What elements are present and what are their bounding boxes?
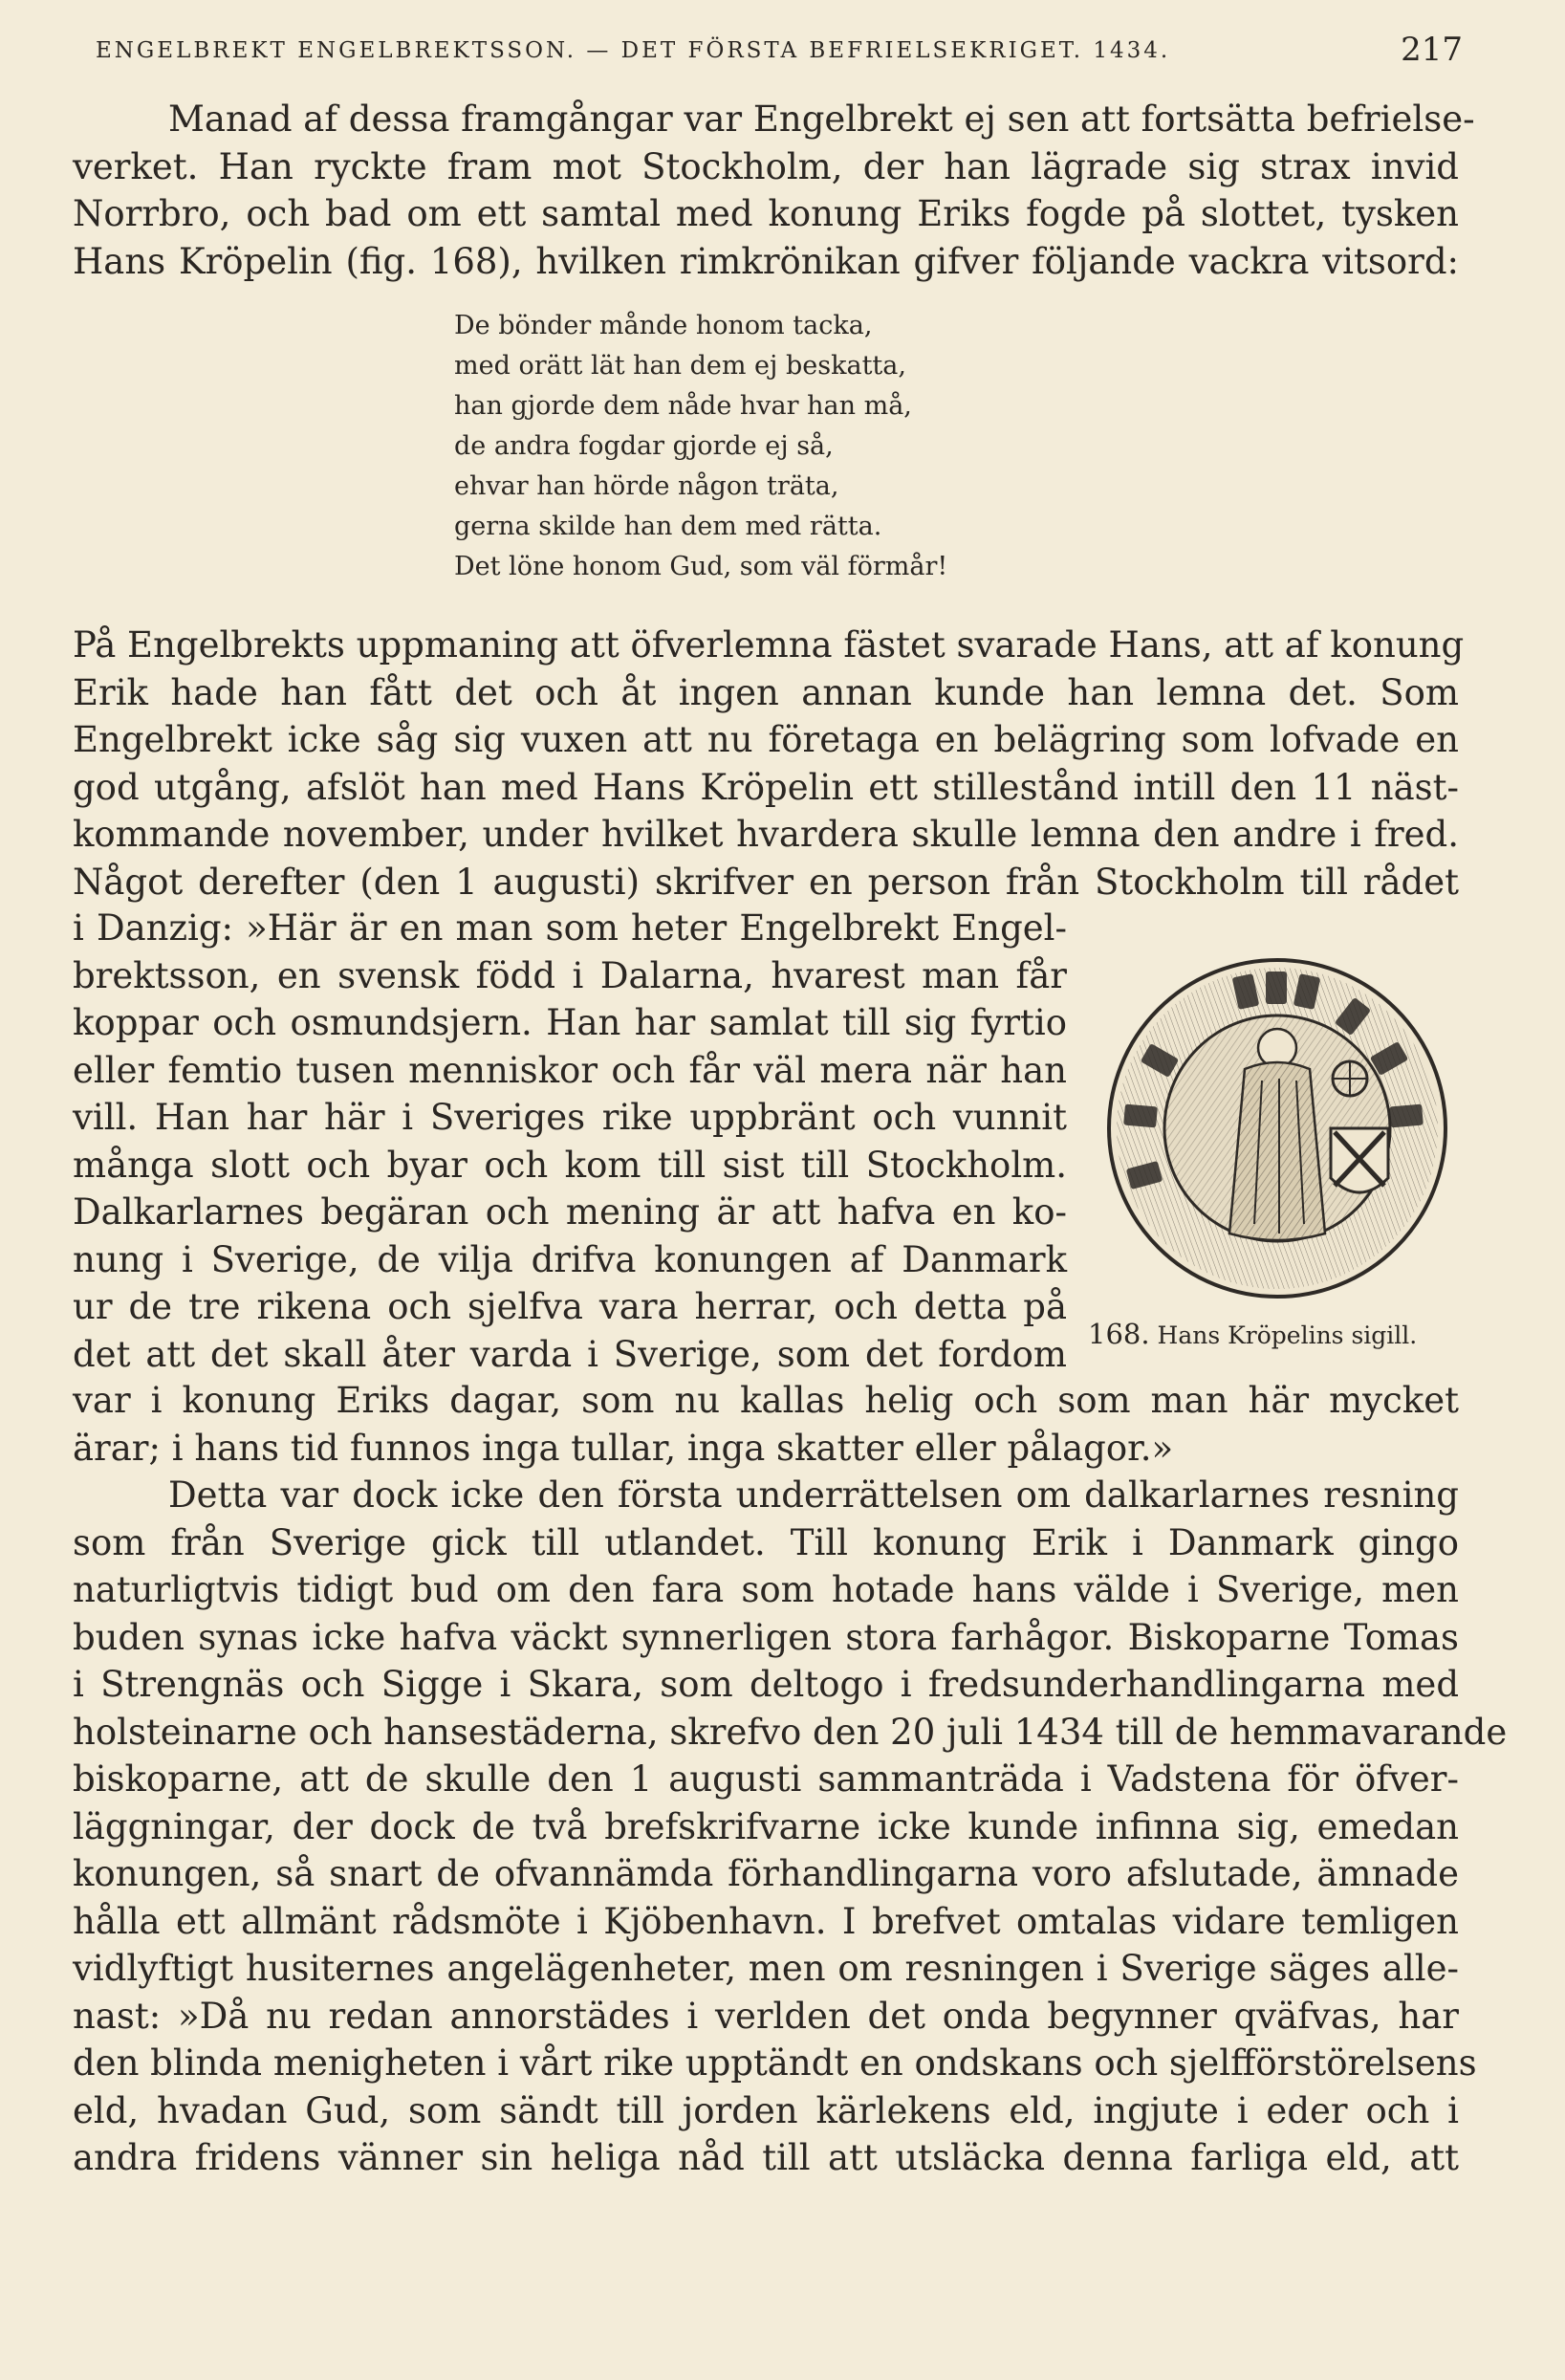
text-line: verket. Han ryckte fram mot Stockholm, der han lägrade sig strax invid xyxy=(73,145,1459,187)
page-number: 217 xyxy=(1401,31,1463,69)
verse-line: De bönder månde honom tacka, xyxy=(454,311,873,340)
text-line: koppar och osmundsjern. Han har samlat till sig fyrtio xyxy=(73,1002,1067,1043)
text-line: Erik hade han fått det och åt ingen annan kunde han lemna det. Som xyxy=(73,671,1459,713)
text-line: det att det skall åter varda i Sverige, som det fordom xyxy=(73,1333,1067,1375)
text-line: hålla ett allmänt rådsmöte i Kjöbenhavn. I brefvet omtalas vidare temligen xyxy=(73,1900,1459,1942)
text-line: Hans Kröpelin (fig. 168), hvilken rimkrönikan gifver följande vackra vitsord: xyxy=(73,240,1459,282)
intro-paragraph xyxy=(73,96,1475,285)
text-line: många slott och byar och kom till sist till Stockholm. xyxy=(73,1144,1067,1186)
text-line: vidlyftigt husiternes angelägenheter, men om resningen i Sverige säges alle- xyxy=(73,1948,1459,1989)
text-line: den blinda menigheten i vårt rike upptändt en ondskans och sjelfförstörelsens xyxy=(73,2042,1477,2084)
text-line: eller femtio tusen menniskor och får väl mera när han xyxy=(73,1049,1067,1091)
figure-number: 168. xyxy=(1088,1318,1150,1350)
text-line: nung i Sverige, de vilja drifva konungen af Danmark xyxy=(73,1238,1067,1280)
verse-line: Det löne honom Gud, som väl förmår! xyxy=(454,552,948,581)
running-header xyxy=(96,31,1463,69)
text-line: Engelbrekt icke såg sig vuxen att nu företaga en belägring som lofvade en xyxy=(73,719,1459,760)
verse-line: ehvar han hörde någon träta, xyxy=(454,471,839,501)
text-line: vill. Han har här i Sveriges rike uppbränt och vunnit xyxy=(73,1097,1067,1138)
text-line: konungen, så snart de ofvannämda förhandlingarna voro afslutade, ämnade xyxy=(73,1853,1459,1894)
text-line: eld, hvadan Gud, som sändt till jorden kärlekens eld, ingjute i eder och i xyxy=(73,2089,1459,2131)
text-line: brektsson, en svensk född i Dalarna, hvarest man får xyxy=(73,954,1067,996)
text-line: nast: »Då nu redan annorstädes i verlden det onda begynner qväfvas, har xyxy=(73,1995,1459,2037)
text-line: Manad af dessa framgångar var Engelbrekt ej sen att fortsätta befrielse- xyxy=(168,98,1475,140)
figure-caption xyxy=(1088,1318,1470,1350)
text-line: biskoparne, att de skulle den 1 augusti sammanträda i Vadstena för öfver- xyxy=(73,1758,1459,1800)
text-line: i Strengnäs och Sigge i Skara, som deltogo i fredsunderhandlingarna med xyxy=(73,1664,1459,1705)
verse-line: han gjorde dem nåde hvar han må, xyxy=(454,391,912,421)
paragraph-3 xyxy=(73,1472,1508,2182)
text-line: ärar; i hans tid funnos inga tullar, inga skatter eller pålagor.» xyxy=(73,1427,1174,1469)
text-line: ur de tre rikena och sjelfva vara herrar, och detta på xyxy=(73,1286,1067,1327)
text-line: läggningar, der dock de två brefskrifvarne icke kunde infinna sig, emedan xyxy=(73,1805,1459,1847)
text-line: kommande november, under hvilket hvardera skulle lemna den andre i fred. xyxy=(73,814,1459,855)
running-title: ENGELBREKT ENGELBREKTSSON. — DET FÖRSTA BEFRIELSEKRIGET. 1434. xyxy=(96,38,1171,63)
text-line: andra fridens vänner sin heliga nåd till att utsläcka denna farliga eld, att xyxy=(73,2137,1459,2178)
text-line: buden synas icke hafva väckt synnerligen stora farhågor. Biskoparne Tomas xyxy=(73,1616,1459,1658)
figure-caption-text: Hans Kröpelins sigill. xyxy=(1157,1321,1418,1349)
text-line: Detta var dock icke den första underrättelsen om dalkarlarnes resning xyxy=(168,1474,1459,1516)
verse-line: gerna skilde han dem med rätta. xyxy=(454,512,882,541)
rhyme-chronicle-verse xyxy=(454,306,1066,587)
verse-line: de andra fogdar gjorde ej så, xyxy=(454,431,834,461)
text-line: På Engelbrekts uppmaning att öfverlemna fästet svarade Hans, att af konung xyxy=(73,624,1465,666)
text-line: naturligtvis tidigt bud om den fara som hotade hans välde i Sverige, men xyxy=(73,1569,1459,1610)
text-line: holsteinarne och hansestäderna, skrefvo den 20 juli 1434 till de hemmavarande xyxy=(73,1711,1508,1753)
paragraph-2-end xyxy=(73,1377,1459,1472)
verse-line: med orätt lät han dem ej beskatta, xyxy=(454,351,906,381)
text-line: god utgång, afslöt han med Hans Kröpelin ett stillestånd intill den 11 näst- xyxy=(73,766,1459,808)
text-line: Något derefter (den 1 augusti) skrifver en person från Stockholm till rådet xyxy=(73,861,1459,903)
paragraph-2-beside-figure xyxy=(73,905,1067,1378)
text-line: Dalkarlarnes begäran och mening är att hafva en ko- xyxy=(73,1191,1067,1233)
text-line: var i konung Eriks dagar, som nu kallas helig och som man här mycket xyxy=(73,1380,1459,1421)
text-line: i Danzig: »Här är en man som heter Engelbrekt Engel- xyxy=(73,907,1067,949)
paragraph-2-full-width xyxy=(73,622,1465,906)
kropelin-seal-illustration xyxy=(1092,956,1463,1300)
text-line: som från Sverige gick till utlandet. Till konung Erik i Danmark gingo xyxy=(73,1521,1459,1563)
text-line: Norrbro, och bad om ett samtal med konung Eriks fogde på slottet, tysken xyxy=(73,193,1459,234)
